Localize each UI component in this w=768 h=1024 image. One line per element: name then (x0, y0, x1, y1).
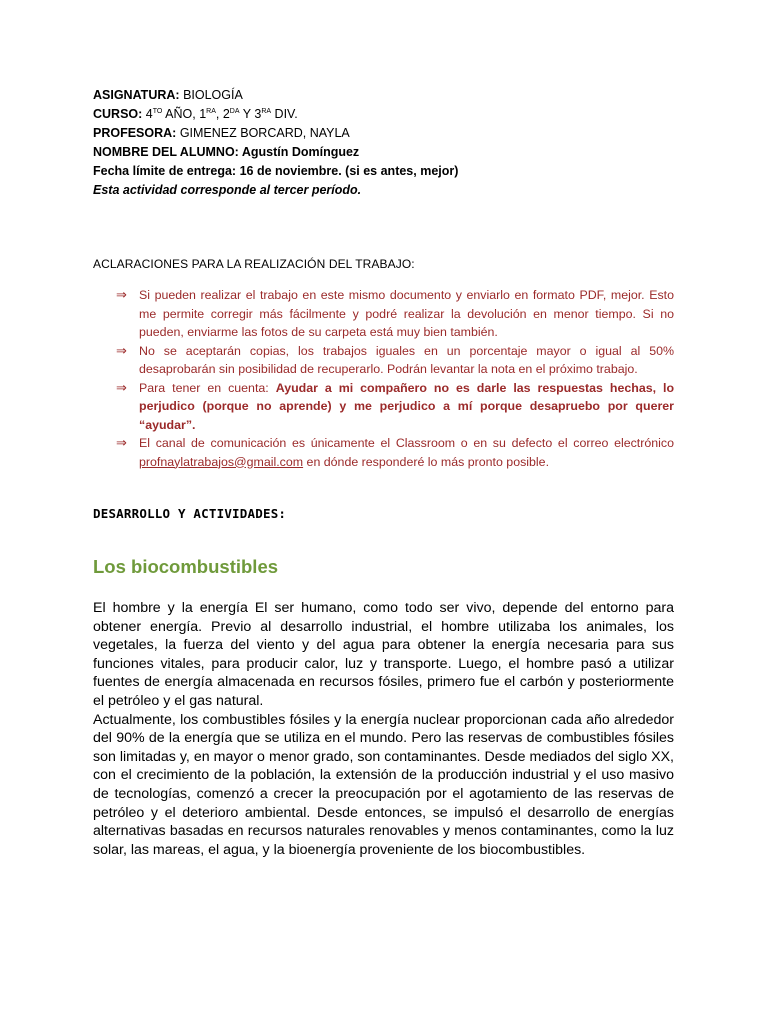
list-item-text: Para tener en cuenta: (139, 380, 269, 395)
course-sup: RA (261, 108, 272, 115)
student-name: NOMBRE DEL ALUMNO: Agustín Domínguez (93, 145, 360, 159)
section-heading: DESARROLLO Y ACTIVIDADES: (93, 506, 287, 521)
list-item (116, 379, 674, 435)
teacher-label: PROFESORA: (93, 126, 177, 140)
course-part: 4 (145, 107, 153, 121)
body-text (93, 599, 674, 859)
list-item (116, 342, 674, 379)
list-item-text: El canal de comunicación es únicamente el Classroom o en su defecto el correo electrónico (139, 436, 674, 450)
deadline-text: Fecha límite de entrega: 16 de noviembre. (si es antes, mejor) (93, 164, 459, 178)
teacher-value: GIMENEZ BORCARD, NAYLA (179, 126, 350, 140)
course-sup: RA (206, 108, 216, 115)
paragraph: Actualmente, los combustibles fósiles y la energía nuclear proporcionan cada año alrededor del 90% de la energía que se utiliza en el mundo. Pero las reservas de combustibles fósiles son limitadas y, en mayor o menor grado, son contaminantes. Desde mediados del siglo XX, con el crecimiento de la población, la extensión de la producción industrial y el uso masivo de tecnologías, comenzó a crecer la preocupación por el agotamiento de las reservas de petróleo y el deterioro ambiental. Desde entonces, se impulsó el desarrollo de energías alternativas basadas en recursos naturales renovables y menos contaminantes, como la luz solar, las mareas, el agua, y la bioenergía proveniente de los biocombustibles. (93, 711, 674, 858)
teacher-line (93, 124, 693, 143)
deadline-line (93, 162, 693, 181)
course-part: Y 3 (242, 107, 262, 121)
course-sup: TO (152, 108, 163, 115)
course-part: AÑO, 1 (165, 107, 207, 121)
course-part: DIV. (274, 107, 298, 121)
list-item-text: No se aceptarán copias, los trabajos iguales en un porcentaje mayor o igual al 50% desaprobarán sin posibilidad de recuperarlo. Podrán levantar la nota en el próximo trabajo. (139, 343, 674, 376)
arrow-icon: ⇒ (116, 435, 127, 450)
list-item-text: en dónde responderé lo más pronto posible. (306, 454, 550, 469)
email-link[interactable]: profnaylatrabajos@gmail.com (139, 454, 304, 469)
list-item (116, 434, 674, 471)
clarifications-list (116, 286, 674, 471)
course-sup: DA (229, 108, 240, 115)
list-item-text: Si pueden realizar el trabajo en este mismo documento y enviarlo en formato PDF, mejor. Esto me permite corregir más fácilmente y podré realizar la devolución en menor tiempo. Si no pueden, enviarme las fotos de su carpeta está muy bien también. (139, 288, 674, 339)
document-title: Los biocombustibles (93, 556, 279, 577)
period-line (93, 181, 693, 200)
subject-line (93, 86, 693, 105)
arrow-icon: ⇒ (116, 287, 127, 302)
course-part: , 2 (215, 107, 230, 121)
arrow-icon: ⇒ (116, 379, 127, 395)
list-item (116, 286, 674, 342)
clarifications-title: ACLARACIONES PARA LA REALIZACIÓN DEL TRABAJO: (93, 257, 415, 271)
list-item-bold-text: Ayudar a mi compañero no es darle las respuestas hechas, lo perjudico (porque no aprende) y me perjudico a mí porque desapruebo por querer “ayudar”. (139, 380, 675, 432)
course-label: CURSO: (93, 107, 143, 121)
arrow-icon: ⇒ (116, 342, 127, 358)
subject-label: ASIGNATURA: (93, 88, 180, 102)
course-line (93, 105, 693, 124)
student-line (93, 143, 693, 162)
header-block (93, 86, 693, 200)
period-text: Esta actividad corresponde al tercer período. (93, 183, 362, 197)
paragraph: El hombre y la energía El ser humano, como todo ser vivo, depende del entorno para obtener energía. Previo al desarrollo industrial, el hombre utilizaba los animales, los vegetales, la fuerza del viento y del agua para obtener la energía necesaria para sus funciones vitales, para producir calor, luz y transporte. Luego, el hombre pasó a utilizar fuentes de energía almacenada en recursos fósiles, primero fue el carbón y posteriormente el petróleo y el gas natural. (93, 600, 674, 709)
subject-value: BIOLOGÍA (183, 88, 243, 102)
